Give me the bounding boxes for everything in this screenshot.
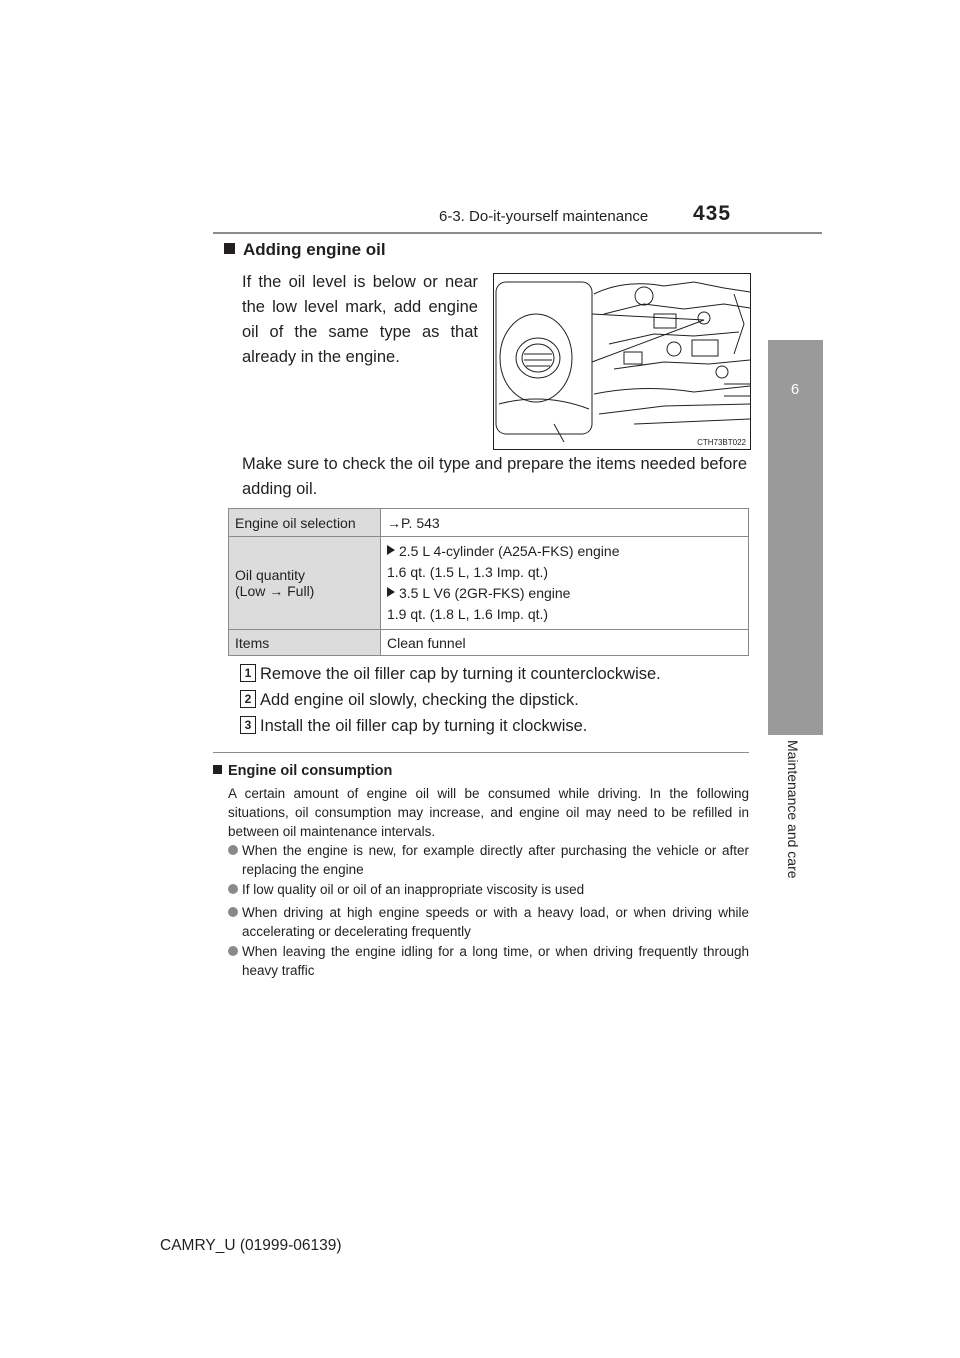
step-number: 3 <box>240 716 256 734</box>
section-heading-text: Adding engine oil <box>243 240 386 259</box>
triangle-bullet-icon <box>387 545 395 555</box>
list-item <box>228 880 749 899</box>
list-item-text: When leaving the engine idling for a long time, or when driving frequently through heavy traffic <box>242 944 749 978</box>
table-key: Engine oil selection <box>229 509 381 537</box>
engine-variant-label: 3.5 L V6 (2GR-FKS) engine <box>399 585 571 601</box>
list-item-text: When the engine is new, for example directly after purchasing the vehicle or after replacing the engine <box>242 843 749 877</box>
round-bullet-icon <box>228 907 238 917</box>
consumption-heading-text: Engine oil consumption <box>228 763 393 779</box>
list-item-text: When driving at high engine speeds or with a heavy load, or when driving while accelerating or decelerating frequently <box>242 905 749 939</box>
note-paragraph: Make sure to check the oil type and prepare the items needed before adding oil. <box>242 455 747 498</box>
section-divider <box>213 752 749 753</box>
step-text: Remove the oil filler cap by turning it counterclockwise. <box>260 665 661 683</box>
step-item <box>240 664 661 684</box>
step-text: Install the oil filler cap by turning it clockwise. <box>260 717 588 735</box>
step-item <box>240 690 579 710</box>
oil-quantity: 1.6 qt. (1.5 L, 1.3 Imp. qt.) <box>387 564 549 580</box>
step-text: Add engine oil slowly, checking the dipstick. <box>260 691 579 709</box>
list-item-text: If low quality oil or oil of an inappropriate viscosity is used <box>242 882 585 897</box>
step-item <box>240 716 587 736</box>
engine-variant-label: 2.5 L 4-cylinder (A25A-FKS) engine <box>399 543 620 559</box>
engine-oil-cap-illustration <box>493 273 751 450</box>
figure-code: CTH73BT022 <box>697 438 746 447</box>
table-value <box>381 509 749 537</box>
oil-quantity: 1.9 qt. (1.8 L, 1.6 Imp. qt.) <box>387 606 549 622</box>
engine-variant <box>387 583 742 604</box>
page-number: 435 <box>693 202 732 225</box>
arrow-icon: → <box>387 514 401 531</box>
table-key: Items <box>229 630 381 656</box>
chapter-number: 6 <box>790 381 800 398</box>
table-key-line: Oil quantity <box>235 567 306 583</box>
step-number: 1 <box>240 664 256 682</box>
engine-variant <box>387 541 742 562</box>
intro-paragraph: If the oil level is below or near the low level mark, add engine oil of the same type as that already in the engine. <box>242 273 478 366</box>
triangle-bullet-icon <box>387 587 395 597</box>
engine-bay-drawing <box>494 274 750 449</box>
round-bullet-icon <box>228 845 238 855</box>
table-key-line: (Low → Full) <box>235 583 315 599</box>
header-divider <box>213 232 822 234</box>
round-bullet-icon <box>228 884 238 894</box>
list-item <box>228 903 749 941</box>
consumption-heading <box>213 763 392 779</box>
document-code: CAMRY_U (01999-06139) <box>160 1237 342 1254</box>
round-bullet-icon <box>228 946 238 956</box>
section-heading <box>224 240 386 260</box>
oil-spec-table <box>228 508 749 656</box>
page-reference: P. 543 <box>401 514 440 531</box>
chapter-tab <box>768 340 823 735</box>
square-bullet-icon <box>224 243 235 254</box>
square-bullet-icon <box>213 765 222 774</box>
table-key <box>229 537 381 630</box>
chapter-label: Maintenance and care <box>785 740 801 879</box>
table-row <box>229 509 749 537</box>
table-value <box>381 537 749 630</box>
section-title: 6-3. Do-it-yourself maintenance <box>439 208 649 225</box>
consumption-body: A certain amount of engine oil will be consumed while driving. In the following situations, oil consumption may increase, and engine oil may need to be refilled in between oil maintenance intervals. <box>228 786 749 839</box>
step-number: 2 <box>240 690 256 708</box>
table-row <box>229 537 749 630</box>
chapter-label-wrap <box>782 740 808 890</box>
list-item <box>228 841 749 879</box>
table-row <box>229 630 749 656</box>
list-item <box>228 942 749 980</box>
table-value: Clean funnel <box>381 630 749 656</box>
